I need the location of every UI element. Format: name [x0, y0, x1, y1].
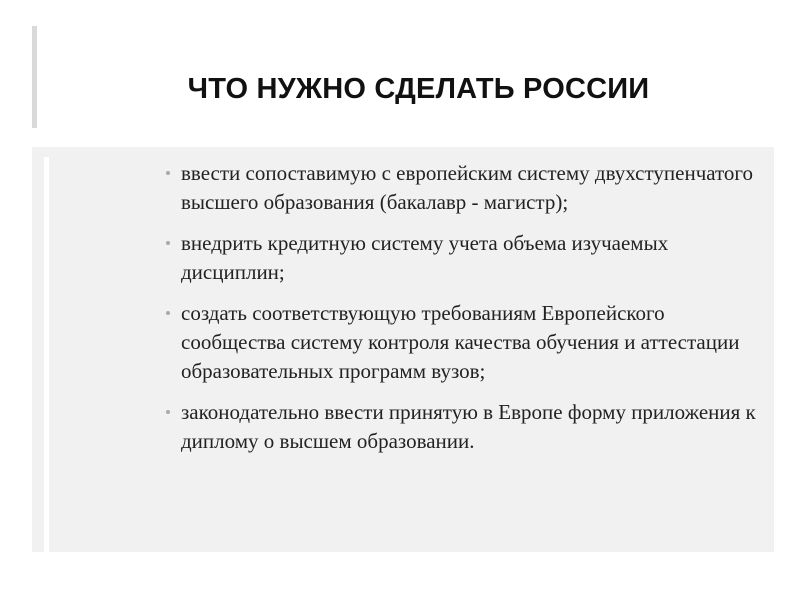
bullet-text: создать соответствующую требованиям Европейского сообщества систему контроля качества обучения и аттестации образовательных программ вузов; [181, 301, 740, 383]
bullet-text: ввести сопоставимую с европейским систему двухступенчатого высшего образования (бакалавр - магистр); [181, 161, 754, 214]
bullet-dot-icon [166, 410, 170, 414]
bullet-dot-icon [166, 311, 170, 315]
content-accent-bar [44, 157, 49, 552]
slide-title: ЧТО НУЖНО СДЕЛАТЬ РОССИИ [187, 73, 650, 105]
bullet-text: внедрить кредитную систему учета объема изучаемых дисциплин; [181, 231, 669, 284]
bullet-list [160, 159, 760, 468]
bullet-item [160, 398, 760, 456]
bullet-item [160, 299, 760, 386]
bullet-item [160, 229, 760, 287]
bullet-item [160, 159, 760, 217]
bullet-text: законодательно ввести принятую в Европе форму приложения к диплому о высшем образовании. [181, 400, 756, 453]
title-box [37, 26, 800, 128]
bullet-dot-icon [166, 241, 170, 245]
bullet-dot-icon [166, 171, 170, 175]
